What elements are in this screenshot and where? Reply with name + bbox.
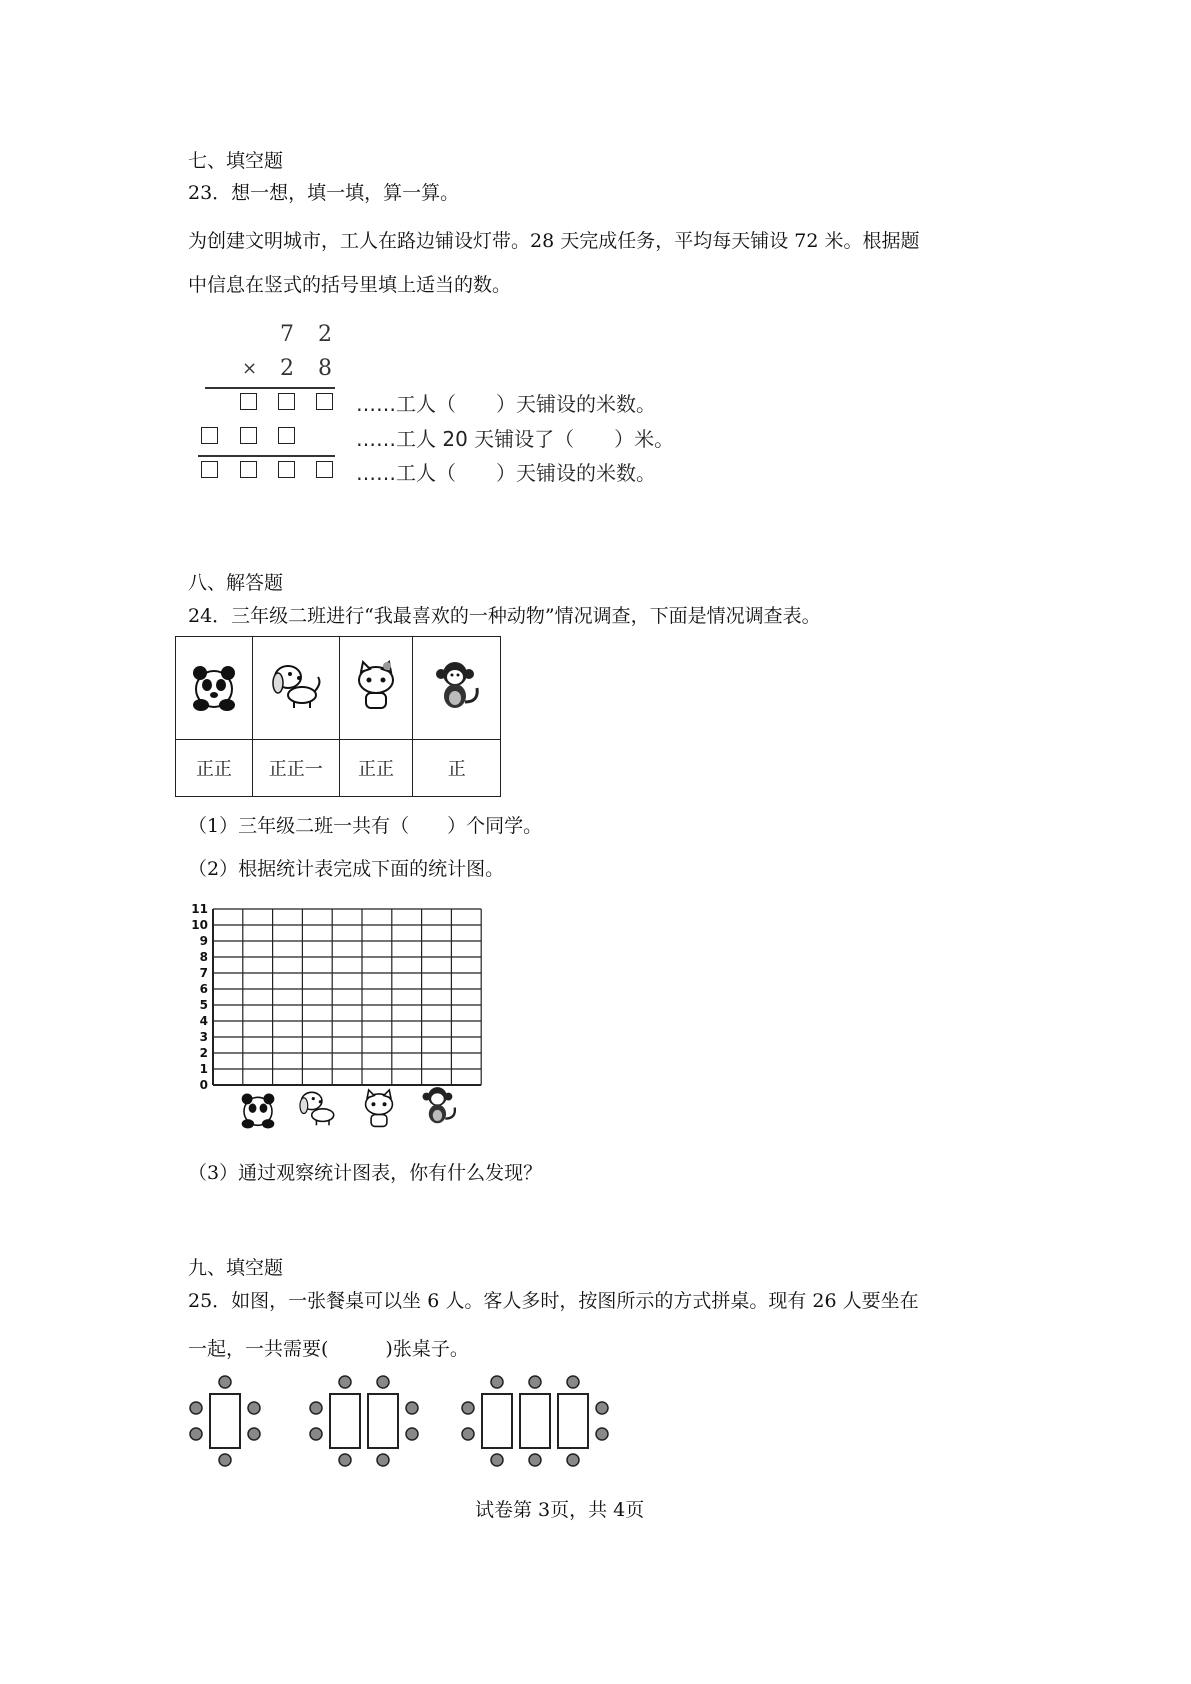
seat — [248, 1428, 260, 1440]
seat — [339, 1454, 351, 1466]
seat — [310, 1428, 322, 1440]
y-axis-label: 11 — [191, 902, 208, 916]
answer-box[interactable] — [278, 427, 295, 444]
y-axis-label: 9 — [199, 934, 208, 948]
survey-table — [175, 636, 501, 797]
section-heading-9: 九、填空题 — [188, 1257, 284, 1279]
dining-table — [330, 1394, 360, 1448]
seat — [339, 1376, 351, 1388]
dog-icon — [296, 1088, 340, 1128]
seat — [406, 1428, 418, 1440]
question-24-sub3: （3）通过观察统计图表，你有什么发现？ — [188, 1162, 543, 1184]
answer-box[interactable] — [240, 427, 257, 444]
dining-table — [482, 1394, 512, 1448]
question-23-text-line1: 为创建文明城市，工人在路边铺设灯带。28 天完成任务，平均每天铺设 72 米。根据题 — [188, 230, 920, 252]
question-23-title: 23．想一想，填一填，算一算。 — [188, 182, 460, 204]
y-axis-label: 5 — [199, 998, 208, 1012]
tally-cell: 正 — [413, 740, 501, 797]
seat — [596, 1428, 608, 1440]
y-axis-label: 4 — [199, 1014, 208, 1028]
tally-cell: 正正 — [339, 740, 413, 797]
tally-cell: 正正 — [176, 740, 253, 797]
times-sign: × — [242, 358, 258, 379]
seat — [491, 1454, 503, 1466]
seat — [190, 1402, 202, 1414]
seat — [462, 1402, 474, 1414]
multiplicand-digit: 7 — [280, 322, 294, 347]
page-footer: 试卷第 3页，共 4页 — [475, 1499, 645, 1521]
answer-box[interactable] — [201, 461, 218, 478]
calc-line-top — [205, 387, 335, 389]
question-25-text-line2: 一起，一共需要( )张桌子。 — [188, 1338, 469, 1360]
seat — [567, 1376, 579, 1388]
seat — [529, 1376, 541, 1388]
survey-animal-cell — [413, 637, 501, 740]
seat — [567, 1454, 579, 1466]
seat — [248, 1402, 260, 1414]
table-arrangement-figure — [186, 1368, 616, 1478]
dining-table — [368, 1394, 398, 1448]
chart-grid — [212, 908, 484, 1086]
dining-table — [520, 1394, 550, 1448]
answer-box[interactable] — [316, 393, 333, 410]
cat-icon — [360, 1088, 398, 1130]
seat — [377, 1376, 389, 1388]
multiplier-digit: 2 — [280, 356, 294, 381]
seat — [529, 1454, 541, 1466]
seat — [310, 1402, 322, 1414]
panda-icon — [238, 1088, 278, 1130]
seat — [491, 1376, 503, 1388]
dog-icon — [268, 661, 324, 711]
survey-animal-cell — [339, 637, 413, 740]
panda-icon — [189, 659, 239, 713]
answer-box[interactable] — [240, 461, 257, 478]
calc-row2-note: ……工人 20 天铺设了（ ）米。 — [356, 427, 675, 451]
monkey-icon — [431, 658, 483, 714]
y-axis-label: 10 — [191, 918, 208, 932]
dining-table — [210, 1394, 240, 1448]
cat-icon — [352, 660, 400, 712]
dining-table — [558, 1394, 588, 1448]
seat — [596, 1402, 608, 1414]
seat — [190, 1428, 202, 1440]
survey-animal-cell — [252, 637, 339, 740]
answer-box[interactable] — [240, 393, 257, 410]
y-axis-label: 8 — [199, 950, 208, 964]
y-axis-label: 2 — [199, 1046, 208, 1060]
y-axis-label: 3 — [199, 1030, 208, 1044]
monkey-icon — [418, 1084, 460, 1128]
multiplicand-digit: 2 — [318, 322, 332, 347]
seat — [406, 1402, 418, 1414]
calc-line-bottom — [198, 455, 335, 457]
calc-row1-note: ……工人（ ）天铺设的米数。 — [356, 392, 656, 416]
y-axis-label: 1 — [199, 1062, 208, 1076]
question-23-text-line2: 中信息在竖式的括号里填上适当的数。 — [188, 274, 512, 296]
tally-cell: 正正一 — [252, 740, 339, 797]
answer-box[interactable] — [278, 393, 295, 410]
y-axis-label: 6 — [199, 982, 208, 996]
section-heading-8: 八、解答题 — [188, 572, 284, 594]
answer-box[interactable] — [316, 461, 333, 478]
question-24-sub1: （1）三年级二班一共有（ ）个同学。 — [188, 815, 543, 837]
answer-box[interactable] — [201, 427, 218, 444]
y-axis-label: 7 — [199, 966, 208, 980]
y-axis-label: 0 — [199, 1078, 208, 1092]
question-25-text-line1: 25．如图，一张餐桌可以坐 6 人。客人多时，按图所示的方式拼桌。现有 26 人要坐在 — [188, 1290, 919, 1312]
seat — [377, 1454, 389, 1466]
calc-row3-note: ……工人（ ）天铺设的米数。 — [356, 461, 656, 485]
question-24-title: 24．三年级二班进行“我最喜欢的一种动物”情况调查，下面是情况调查表。 — [188, 605, 821, 627]
multiplier-digit: 8 — [318, 356, 332, 381]
question-24-sub2: （2）根据统计表完成下面的统计图。 — [188, 858, 505, 880]
seat — [219, 1376, 231, 1388]
section-heading-7: 七、填空题 — [188, 150, 284, 172]
seat — [462, 1428, 474, 1440]
seat — [219, 1454, 231, 1466]
survey-animal-cell — [176, 637, 253, 740]
answer-box[interactable] — [278, 461, 295, 478]
